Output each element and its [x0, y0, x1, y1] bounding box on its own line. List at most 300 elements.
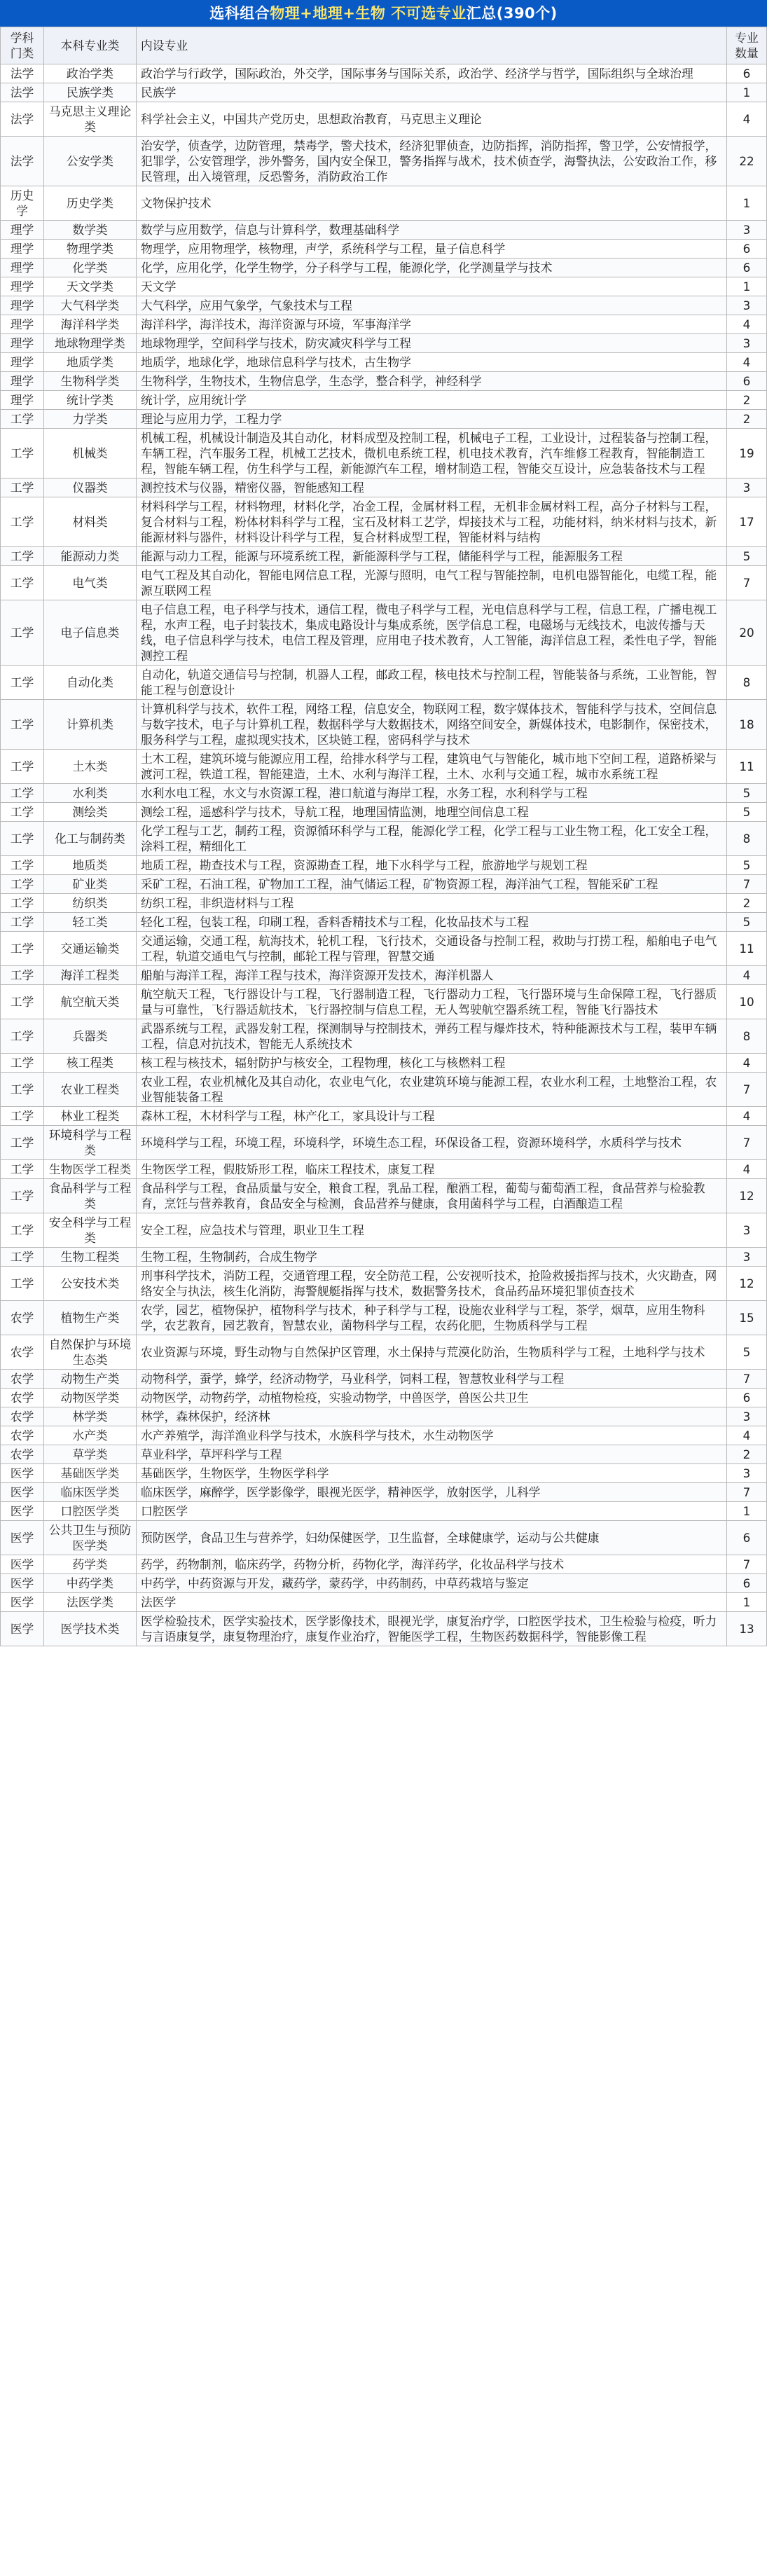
row-majors: 航空航天工程，飞行器设计与工程，飞行器制造工程，飞行器动力工程，飞行器环境与生命保障工程，飞行器质量与可靠性，飞行器适航技术，飞行器控制与信息工程，无人驾驶航空器系统工程，智能飞行器技术 — [137, 985, 727, 1019]
row-category: 工学 — [1, 666, 44, 700]
row-count: 22 — [727, 137, 767, 186]
row-count: 3 — [727, 1248, 767, 1267]
row-major-class: 材料类 — [44, 497, 137, 547]
row-major-class: 林业工程类 — [44, 1107, 137, 1126]
row-major-class: 天文学类 — [44, 277, 137, 296]
row-majors: 大气科学，应用气象学，气象技术与工程 — [137, 296, 727, 315]
row-category: 工学 — [1, 1267, 44, 1301]
row-majors: 水利水电工程，水文与水资源工程，港口航道与海岸工程，水务工程，水利科学与工程 — [137, 784, 727, 803]
row-major-class: 纺织类 — [44, 894, 137, 913]
table-row — [1, 1502, 767, 1521]
row-count: 4 — [727, 1160, 767, 1179]
row-major-class: 生物科学类 — [44, 372, 137, 391]
page-title — [0, 0, 767, 27]
table-row — [1, 1213, 767, 1248]
row-category: 工学 — [1, 932, 44, 966]
row-category: 工学 — [1, 1054, 44, 1073]
row-category: 法学 — [1, 102, 44, 137]
row-category: 医学 — [1, 1574, 44, 1593]
row-count: 3 — [727, 1464, 767, 1483]
row-major-class: 生物工程类 — [44, 1248, 137, 1267]
header-count: 专业数量 — [727, 27, 767, 64]
table-row — [1, 1335, 767, 1370]
table-row — [1, 1555, 767, 1574]
row-category: 医学 — [1, 1483, 44, 1502]
row-count: 4 — [727, 1107, 767, 1126]
row-major-class: 环境科学与工程类 — [44, 1126, 137, 1160]
row-majors: 林学，森林保护，经济林 — [137, 1407, 727, 1426]
row-majors: 生物科学，生物技术，生物信息学，生态学，整合科学，神经科学 — [137, 372, 727, 391]
row-major-class: 地球物理学类 — [44, 334, 137, 353]
row-majors: 药学，药物制剂，临床药学，药物分析，药物化学，海洋药学，化妆品科学与技术 — [137, 1555, 727, 1574]
table-row — [1, 221, 767, 240]
row-major-class: 土木类 — [44, 750, 137, 784]
table-row — [1, 1019, 767, 1054]
row-major-class: 中药学类 — [44, 1574, 137, 1593]
header-major: 本科专业类 — [44, 27, 137, 64]
row-majors: 交通运输，交通工程，航海技术，轮机工程，飞行技术，交通设备与控制工程，救助与打捞工程，船舶电子电气工程，轨道交通电气与控制，邮轮工程与管理，智慧交通 — [137, 932, 727, 966]
row-major-class: 水产类 — [44, 1426, 137, 1445]
row-count: 6 — [727, 1521, 767, 1555]
row-count: 3 — [727, 334, 767, 353]
row-count: 8 — [727, 1019, 767, 1054]
row-majors: 能源与动力工程，能源与环境系统工程，新能源科学与工程，储能科学与工程，能源服务工程 — [137, 547, 727, 566]
row-major-class: 地质类 — [44, 856, 137, 875]
row-majors: 数学与应用数学，信息与计算科学，数理基础科学 — [137, 221, 727, 240]
table-row — [1, 1267, 767, 1301]
row-majors: 安全工程，应急技术与管理，职业卫生工程 — [137, 1213, 727, 1248]
row-count: 5 — [727, 856, 767, 875]
row-count: 11 — [727, 932, 767, 966]
row-majors: 统计学，应用统计学 — [137, 391, 727, 410]
row-category: 医学 — [1, 1464, 44, 1483]
row-category: 农学 — [1, 1407, 44, 1426]
row-majors: 预防医学，食品卫生与营养学，妇幼保健医学，卫生监督，全球健康学，运动与公共健康 — [137, 1521, 727, 1555]
table-row — [1, 1593, 767, 1612]
table-row — [1, 296, 767, 315]
row-majors: 机械工程，机械设计制造及其自动化，材料成型及控制工程，机械电子工程，工业设计，过程装备与控制工程，车辆工程，汽车服务工程，机械工艺技术，微机电系统工程，机电技术教育，汽车维修工程教育，智能制造工程，智能车辆工程，仿生科学与工程，新能源汽车工程，增材制造工程，智能交互设计，应急装备技术与工程 — [137, 429, 727, 478]
row-category: 工学 — [1, 1160, 44, 1179]
title-suffix: 汇总(390个) — [466, 5, 558, 22]
row-major-class: 马克思主义理论类 — [44, 102, 137, 137]
table-row — [1, 497, 767, 547]
table-row — [1, 410, 767, 429]
row-category: 工学 — [1, 566, 44, 600]
table-row — [1, 913, 767, 932]
row-majors: 政治学与行政学，国际政治，外交学，国际事务与国际关系，政治学、经济学与哲学，国际组织与全球治理 — [137, 64, 727, 83]
row-count: 7 — [727, 1483, 767, 1502]
row-category: 工学 — [1, 784, 44, 803]
row-category: 工学 — [1, 1126, 44, 1160]
row-major-class: 草学类 — [44, 1445, 137, 1464]
row-count: 3 — [727, 296, 767, 315]
table-row — [1, 277, 767, 296]
row-majors: 动物医学，动物药学，动植物检疫，实验动物学，中兽医学，兽医公共卫生 — [137, 1389, 727, 1407]
row-category: 工学 — [1, 856, 44, 875]
row-major-class: 测绘类 — [44, 803, 137, 822]
row-majors: 临床医学，麻醉学，医学影像学，眼视光医学，精神医学，放射医学，儿科学 — [137, 1483, 727, 1502]
table-row — [1, 1301, 767, 1335]
row-category: 法学 — [1, 64, 44, 83]
row-count: 8 — [727, 822, 767, 856]
table-row — [1, 1179, 767, 1213]
table-row — [1, 932, 767, 966]
row-count: 3 — [727, 478, 767, 497]
row-majors: 森林工程，木材科学与工程，林产化工，家具设计与工程 — [137, 1107, 727, 1126]
row-count: 11 — [727, 750, 767, 784]
table-row — [1, 1426, 767, 1445]
row-majors: 海洋科学，海洋技术，海洋资源与环境，军事海洋学 — [137, 315, 727, 334]
row-major-class: 统计学类 — [44, 391, 137, 410]
table-row — [1, 1389, 767, 1407]
row-major-class: 交通运输类 — [44, 932, 137, 966]
table-row — [1, 700, 767, 750]
table-row — [1, 1407, 767, 1426]
row-count: 6 — [727, 372, 767, 391]
table-row — [1, 1054, 767, 1073]
row-major-class: 矿业类 — [44, 875, 137, 894]
row-count: 5 — [727, 547, 767, 566]
row-category: 工学 — [1, 875, 44, 894]
row-majors: 水产养殖学，海洋渔业科学与技术，水族科学与技术，水生动物医学 — [137, 1426, 727, 1445]
row-category: 农学 — [1, 1445, 44, 1464]
row-majors: 武器系统与工程，武器发射工程，探测制导与控制技术，弹药工程与爆炸技术，特种能源技术与工程，装甲车辆工程，信息对抗技术，智能无人系统技术 — [137, 1019, 727, 1054]
row-category: 医学 — [1, 1502, 44, 1521]
row-category: 工学 — [1, 750, 44, 784]
table-header-row — [1, 27, 767, 64]
row-major-class: 公安学类 — [44, 137, 137, 186]
row-category: 历史学 — [1, 186, 44, 221]
row-majors: 电气工程及其自动化，智能电网信息工程，光源与照明，电气工程与智能控制，电机电器智能化，电缆工程，能源互联网工程 — [137, 566, 727, 600]
row-majors: 核工程与核技术，辐射防护与核安全，工程物理，核化工与核燃料工程 — [137, 1054, 727, 1073]
row-major-class: 海洋科学类 — [44, 315, 137, 334]
row-majors: 轻化工程，包装工程，印刷工程，香料香精技术与工程，化妆品技术与工程 — [137, 913, 727, 932]
table-row — [1, 1612, 767, 1646]
table-row — [1, 478, 767, 497]
table-row — [1, 259, 767, 277]
table-row — [1, 566, 767, 600]
row-majors: 地球物理学，空间科学与技术，防灾减灾科学与工程 — [137, 334, 727, 353]
row-major-class: 林学类 — [44, 1407, 137, 1426]
row-category: 理学 — [1, 240, 44, 259]
row-majors: 农业工程，农业机械化及其自动化，农业电气化，农业建筑环境与能源工程，农业水利工程，土地整治工程，农业智能装备工程 — [137, 1073, 727, 1107]
row-count: 6 — [727, 259, 767, 277]
row-category: 法学 — [1, 137, 44, 186]
row-count: 2 — [727, 1445, 767, 1464]
row-major-class: 政治学类 — [44, 64, 137, 83]
row-category: 工学 — [1, 822, 44, 856]
row-category: 工学 — [1, 700, 44, 750]
table-row — [1, 1107, 767, 1126]
row-majors: 农学，园艺，植物保护，植物科学与技术，种子科学与工程，设施农业科学与工程，茶学，烟草，应用生物科学，农艺教育，园艺教育，智慧农业，菌物科学与工程，农药化肥，生物质科学与工程 — [137, 1301, 727, 1335]
row-count: 20 — [727, 600, 767, 666]
row-major-class: 食品科学与工程类 — [44, 1179, 137, 1213]
row-majors: 理论与应用力学，工程力学 — [137, 410, 727, 429]
row-major-class: 自然保护与环境生态类 — [44, 1335, 137, 1370]
row-category: 工学 — [1, 966, 44, 985]
row-category: 农学 — [1, 1301, 44, 1335]
row-category: 工学 — [1, 547, 44, 566]
row-category: 工学 — [1, 985, 44, 1019]
row-major-class: 动物生产类 — [44, 1370, 137, 1389]
row-count: 6 — [727, 1389, 767, 1407]
row-category: 理学 — [1, 353, 44, 372]
row-category: 工学 — [1, 803, 44, 822]
row-major-class: 物理学类 — [44, 240, 137, 259]
table-row — [1, 102, 767, 137]
row-count: 4 — [727, 1054, 767, 1073]
row-major-class: 生物医学工程类 — [44, 1160, 137, 1179]
row-category: 医学 — [1, 1593, 44, 1612]
row-major-class: 历史学类 — [44, 186, 137, 221]
row-majors: 自动化，轨道交通信号与控制，机器人工程，邮政工程，核电技术与控制工程，智能装备与系统，工业智能，智能工程与创意设计 — [137, 666, 727, 700]
table-row — [1, 1464, 767, 1483]
table-row — [1, 985, 767, 1019]
row-category: 医学 — [1, 1612, 44, 1646]
row-count: 2 — [727, 410, 767, 429]
row-major-class: 医学技术类 — [44, 1612, 137, 1646]
row-count: 6 — [727, 1574, 767, 1593]
row-category: 工学 — [1, 429, 44, 478]
row-count: 7 — [727, 1370, 767, 1389]
row-category: 工学 — [1, 478, 44, 497]
row-category: 医学 — [1, 1521, 44, 1555]
row-majors: 船舶与海洋工程，海洋工程与技术，海洋资源开发技术，海洋机器人 — [137, 966, 727, 985]
row-majors: 文物保护技术 — [137, 186, 727, 221]
title-highlight: 物理+地理+生物 不可选专业 — [270, 5, 467, 22]
row-category: 工学 — [1, 1019, 44, 1054]
row-major-class: 口腔医学类 — [44, 1502, 137, 1521]
row-major-class: 大气科学类 — [44, 296, 137, 315]
row-category: 工学 — [1, 600, 44, 666]
table-row — [1, 315, 767, 334]
row-majors: 物理学，应用物理学，核物理，声学，系统科学与工程，量子信息科学 — [137, 240, 727, 259]
table-row — [1, 600, 767, 666]
table-row — [1, 353, 767, 372]
row-major-class: 水利类 — [44, 784, 137, 803]
row-major-class: 计算机类 — [44, 700, 137, 750]
row-count: 4 — [727, 353, 767, 372]
table-row — [1, 1521, 767, 1555]
row-majors: 草业科学，草坪科学与工程 — [137, 1445, 727, 1464]
row-majors: 医学检验技术，医学实验技术，医学影像技术，眼视光学，康复治疗学，口腔医学技术，卫生检验与检疫，听力与言语康复学，康复物理治疗，康复作业治疗，智能医学工程，生物医药数据科学，智能影像工程 — [137, 1612, 727, 1646]
row-category: 工学 — [1, 410, 44, 429]
row-count: 8 — [727, 666, 767, 700]
row-count: 6 — [727, 64, 767, 83]
table-row — [1, 666, 767, 700]
row-major-class: 自动化类 — [44, 666, 137, 700]
row-majors: 农业资源与环境，野生动物与自然保护区管理，水土保持与荒漠化防治，生物质科学与工程，土地科学与技术 — [137, 1335, 727, 1370]
row-majors: 天文学 — [137, 277, 727, 296]
table-row — [1, 372, 767, 391]
row-count: 18 — [727, 700, 767, 750]
row-major-class: 核工程类 — [44, 1054, 137, 1073]
row-major-class: 兵器类 — [44, 1019, 137, 1054]
row-major-class: 电子信息类 — [44, 600, 137, 666]
row-major-class: 电气类 — [44, 566, 137, 600]
table-row — [1, 1160, 767, 1179]
row-count: 6 — [727, 240, 767, 259]
table-row — [1, 1445, 767, 1464]
row-majors: 法医学 — [137, 1593, 727, 1612]
table-row — [1, 429, 767, 478]
table-row — [1, 547, 767, 566]
table-row — [1, 1248, 767, 1267]
row-count: 3 — [727, 1213, 767, 1248]
table-row — [1, 822, 767, 856]
table-row — [1, 1370, 767, 1389]
row-category: 法学 — [1, 83, 44, 102]
row-count: 17 — [727, 497, 767, 547]
row-majors: 食品科学与工程，食品质量与安全，粮食工程，乳品工程，酿酒工程，葡萄与葡萄酒工程，食品营养与检验教育，烹饪与营养教育，食品安全与检测，食品营养与健康，食用菌科学与工程，白酒酿造工程 — [137, 1179, 727, 1213]
row-category: 农学 — [1, 1426, 44, 1445]
row-count: 1 — [727, 1593, 767, 1612]
row-count: 3 — [727, 221, 767, 240]
row-major-class: 基础医学类 — [44, 1464, 137, 1483]
row-major-class: 药学类 — [44, 1555, 137, 1574]
row-major-class: 民族学类 — [44, 83, 137, 102]
table-row — [1, 803, 767, 822]
row-count: 3 — [727, 1407, 767, 1426]
row-major-class: 海洋工程类 — [44, 966, 137, 985]
row-count: 1 — [727, 277, 767, 296]
row-majors: 材料科学与工程，材料物理，材料化学，冶金工程，金属材料工程，无机非金属材料工程，高分子材料与工程，复合材料与工程，粉体材料科学与工程，宝石及材料工艺学，焊接技术与工程，功能材料，纳米材料与技术，新能源材料与器件，材料设计科学与工程，复合材料成型工程，智能材料与结构 — [137, 497, 727, 547]
row-majors: 化学工程与工艺，制药工程，资源循环科学与工程，能源化学工程，化学工程与工业生物工程，化工安全工程，涂料工程，精细化工 — [137, 822, 727, 856]
row-majors: 地质工程，勘查技术与工程，资源勘查工程，地下水科学与工程，旅游地学与规划工程 — [137, 856, 727, 875]
table-row — [1, 966, 767, 985]
row-category: 理学 — [1, 315, 44, 334]
row-count: 13 — [727, 1612, 767, 1646]
row-major-class: 农业工程类 — [44, 1073, 137, 1107]
row-category: 理学 — [1, 259, 44, 277]
row-category: 理学 — [1, 334, 44, 353]
row-category: 工学 — [1, 1248, 44, 1267]
row-count: 5 — [727, 784, 767, 803]
table-row — [1, 186, 767, 221]
table-row — [1, 894, 767, 913]
table-row — [1, 1483, 767, 1502]
row-majors: 纺织工程，非织造材料与工程 — [137, 894, 727, 913]
header-majors: 内设专业 — [137, 27, 727, 64]
row-count: 19 — [727, 429, 767, 478]
row-majors: 基础医学，生物医学，生物医学科学 — [137, 1464, 727, 1483]
row-count: 12 — [727, 1179, 767, 1213]
row-count: 10 — [727, 985, 767, 1019]
row-majors: 治安学，侦查学，边防管理，禁毒学，警犬技术，经济犯罪侦查，边防指挥，消防指挥，警卫学，公安情报学，犯罪学，公安管理学，涉外警务，国内安全保卫，警务指挥与战术，技术侦查学，海警执法，公安政治工作，移民管理，出入境管理，反恐警务，消防政治工作 — [137, 137, 727, 186]
row-count: 5 — [727, 803, 767, 822]
row-major-class: 临床医学类 — [44, 1483, 137, 1502]
row-major-class: 仪器类 — [44, 478, 137, 497]
table-row — [1, 1073, 767, 1107]
table-row — [1, 1126, 767, 1160]
row-count: 12 — [727, 1267, 767, 1301]
row-category: 理学 — [1, 372, 44, 391]
row-majors: 采矿工程，石油工程，矿物加工工程，油气储运工程，矿物资源工程，海洋油气工程，智能采矿工程 — [137, 875, 727, 894]
row-majors: 刑事科学技术，消防工程，交通管理工程，安全防范工程，公安视听技术，抢险救援指挥与技术，火灾勘查，网络安全与执法，核生化消防，海警舰艇指挥与技术，数据警务技术，食品药品环境犯罪侦查技术 — [137, 1267, 727, 1301]
table-row — [1, 334, 767, 353]
table-row — [1, 240, 767, 259]
row-category: 理学 — [1, 277, 44, 296]
row-major-class: 化学类 — [44, 259, 137, 277]
row-majors: 测控技术与仪器，精密仪器，智能感知工程 — [137, 478, 727, 497]
table-row — [1, 750, 767, 784]
header-category: 学科门类 — [1, 27, 44, 64]
row-count: 1 — [727, 83, 767, 102]
row-major-class: 航空航天类 — [44, 985, 137, 1019]
row-major-class: 地质学类 — [44, 353, 137, 372]
row-category: 理学 — [1, 391, 44, 410]
row-majors: 生物医学工程，假肢矫形工程，临床工程技术，康复工程 — [137, 1160, 727, 1179]
row-category: 农学 — [1, 1370, 44, 1389]
row-count: 1 — [727, 1502, 767, 1521]
row-majors: 动物科学，蚕学，蜂学，经济动物学，马业科学，饲料工程，智慧牧业科学与工程 — [137, 1370, 727, 1389]
row-category: 工学 — [1, 1179, 44, 1213]
row-count: 2 — [727, 894, 767, 913]
row-category: 工学 — [1, 894, 44, 913]
row-majors: 地质学，地球化学，地球信息科学与技术，古生物学 — [137, 353, 727, 372]
row-major-class: 机械类 — [44, 429, 137, 478]
row-count: 15 — [727, 1301, 767, 1335]
row-count: 4 — [727, 1426, 767, 1445]
row-major-class: 公共卫生与预防医学类 — [44, 1521, 137, 1555]
row-count: 7 — [727, 875, 767, 894]
row-major-class: 能源动力类 — [44, 547, 137, 566]
table-row — [1, 856, 767, 875]
row-count: 1 — [727, 186, 767, 221]
row-category: 工学 — [1, 1213, 44, 1248]
row-category: 工学 — [1, 497, 44, 547]
row-count: 4 — [727, 966, 767, 985]
row-category: 理学 — [1, 296, 44, 315]
row-majors: 测绘工程，遥感科学与技术，导航工程，地理国情监测，地理空间信息工程 — [137, 803, 727, 822]
row-majors: 科学社会主义，中国共产党历史，思想政治教育，马克思主义理论 — [137, 102, 727, 137]
row-category: 理学 — [1, 221, 44, 240]
row-majors: 口腔医学 — [137, 1502, 727, 1521]
row-majors: 电子信息工程，电子科学与技术，通信工程，微电子科学与工程，光电信息科学与工程，信息工程，广播电视工程，水声工程，电子封装技术，集成电路设计与集成系统，医学信息工程，电磁场与无线技术，电波传播与天线，电子信息科学与技术，电信工程及管理，应用电子技术教育，人工智能，海洋信息工程，柔性电子学，智能测控工程 — [137, 600, 727, 666]
row-count: 7 — [727, 1126, 767, 1160]
row-majors: 土木工程，建筑环境与能源应用工程，给排水科学与工程，建筑电气与智能化，城市地下空间工程，道路桥梁与渡河工程，铁道工程，智能建造，土木、水利与海洋工程，土木、水利与交通工程，城市水系统工程 — [137, 750, 727, 784]
row-majors: 生物工程，生物制药，合成生物学 — [137, 1248, 727, 1267]
table-row — [1, 784, 767, 803]
row-category: 农学 — [1, 1389, 44, 1407]
row-count: 7 — [727, 1555, 767, 1574]
row-count: 4 — [727, 102, 767, 137]
row-count: 5 — [727, 913, 767, 932]
table-row — [1, 64, 767, 83]
row-majors: 环境科学与工程，环境工程，环境科学，环境生态工程，环保设备工程，资源环境科学，水质科学与技术 — [137, 1126, 727, 1160]
row-count: 7 — [727, 566, 767, 600]
row-category: 医学 — [1, 1555, 44, 1574]
table-row — [1, 391, 767, 410]
table-row — [1, 1574, 767, 1593]
table-row — [1, 137, 767, 186]
row-major-class: 安全科学与工程类 — [44, 1213, 137, 1248]
row-major-class: 法医学类 — [44, 1593, 137, 1612]
row-count: 4 — [727, 315, 767, 334]
row-category: 工学 — [1, 913, 44, 932]
table-row — [1, 83, 767, 102]
row-majors: 化学，应用化学，化学生物学，分子科学与工程，能源化学，化学测量学与技术 — [137, 259, 727, 277]
row-majors: 民族学 — [137, 83, 727, 102]
row-major-class: 动物医学类 — [44, 1389, 137, 1407]
title-prefix: 选科组合 — [209, 5, 270, 22]
row-count: 2 — [727, 391, 767, 410]
table-row — [1, 875, 767, 894]
row-majors: 中药学，中药资源与开发，藏药学，蒙药学，中药制药，中草药栽培与鉴定 — [137, 1574, 727, 1593]
row-category: 工学 — [1, 1073, 44, 1107]
row-major-class: 力学类 — [44, 410, 137, 429]
row-count: 5 — [727, 1335, 767, 1370]
